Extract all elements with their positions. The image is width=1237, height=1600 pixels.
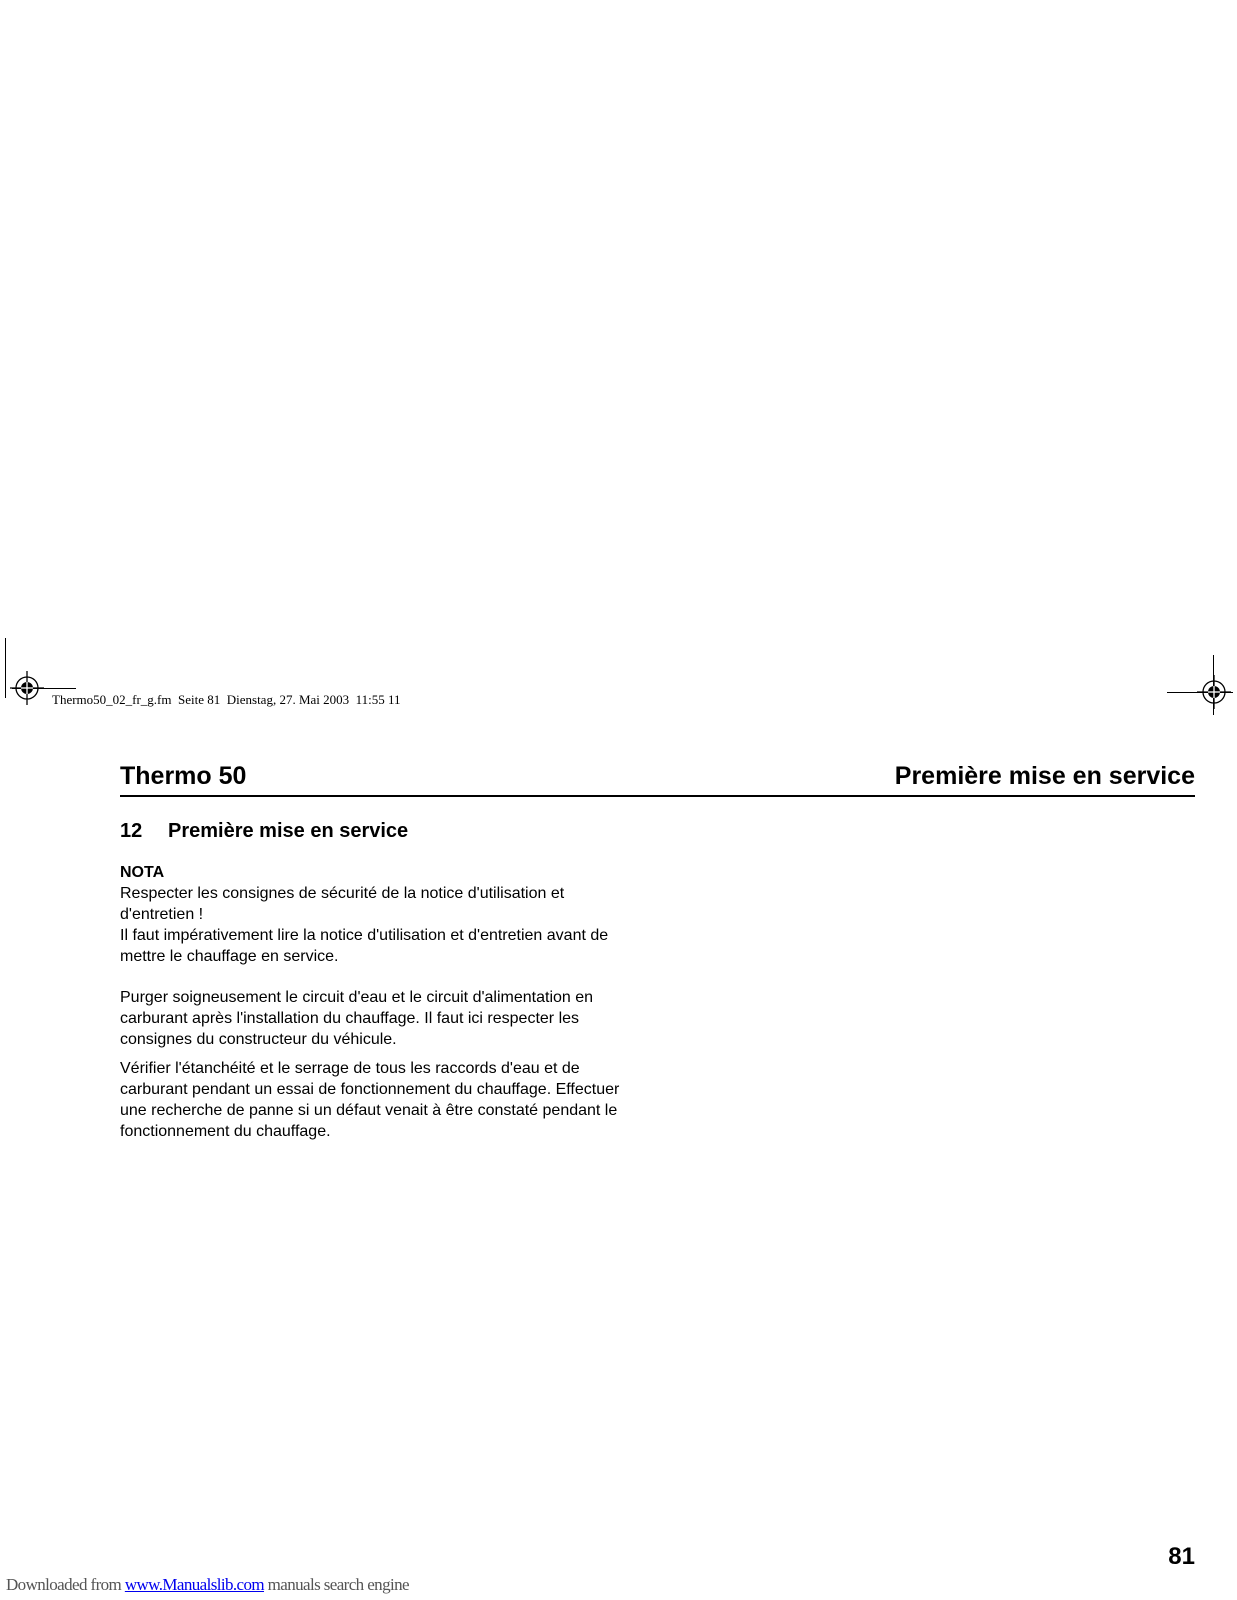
purge-paragraph-line: Purger soigneusement le circuit d'eau et le circuit d'alimentation en <box>120 989 594 1006</box>
check-paragraph-line: une recherche de panne si un défaut venait à être constaté pendant le <box>120 1102 618 1119</box>
page-number: 81 <box>1168 1543 1195 1570</box>
nota-line: Il faut impérativement lire la notice d'utilisation et d'entretien avant de <box>120 927 609 944</box>
footer-prefix: Downloaded from <box>6 1575 125 1594</box>
section-number: 12 <box>120 820 143 842</box>
body-content <box>120 862 650 1142</box>
spacer <box>120 1050 650 1058</box>
check-paragraph-line: carburant pendant un essai de fonctionnement du chauffage. Effectuer <box>120 1081 620 1098</box>
header-divider <box>120 795 1195 797</box>
nota-label: NOTA <box>120 864 165 881</box>
purge-paragraph-line: consignes du constructeur du véhicule. <box>120 1031 397 1048</box>
section-heading <box>120 820 408 843</box>
check-paragraph-line: fonctionnement du chauffage. <box>120 1123 331 1140</box>
header-product-title: Thermo 50 <box>120 762 247 790</box>
nota-line: Respecter les consignes de sécurité de la notice d'utilisation et <box>120 885 565 902</box>
frame-file-info: Thermo50_02_fr_g.fm Seite 81 Dienstag, 27. Mai 2003 11:55 11 <box>52 692 401 707</box>
registration-mark-left-icon <box>10 671 44 705</box>
registration-mark-right-icon <box>1197 675 1231 709</box>
download-footer <box>6 1575 409 1595</box>
manualslib-link[interactable]: www.Manualslib.com <box>124 1575 265 1594</box>
nota-line: d'entretien ! <box>120 906 204 923</box>
footer-suffix: manuals search engine <box>264 1575 409 1594</box>
spacer <box>120 967 650 987</box>
section-title: Première mise en service <box>168 820 409 842</box>
header-chapter-title: Première mise en service <box>894 762 1195 790</box>
check-paragraph-line: Vérifier l'étanchéité et le serrage de tous les raccords d'eau et de <box>120 1060 580 1077</box>
nota-line: mettre le chauffage en service. <box>120 948 339 965</box>
purge-paragraph-line: carburant après l'installation du chauffage. Il faut ici respecter les <box>120 1010 580 1027</box>
crop-mark-left-vertical <box>5 638 6 698</box>
